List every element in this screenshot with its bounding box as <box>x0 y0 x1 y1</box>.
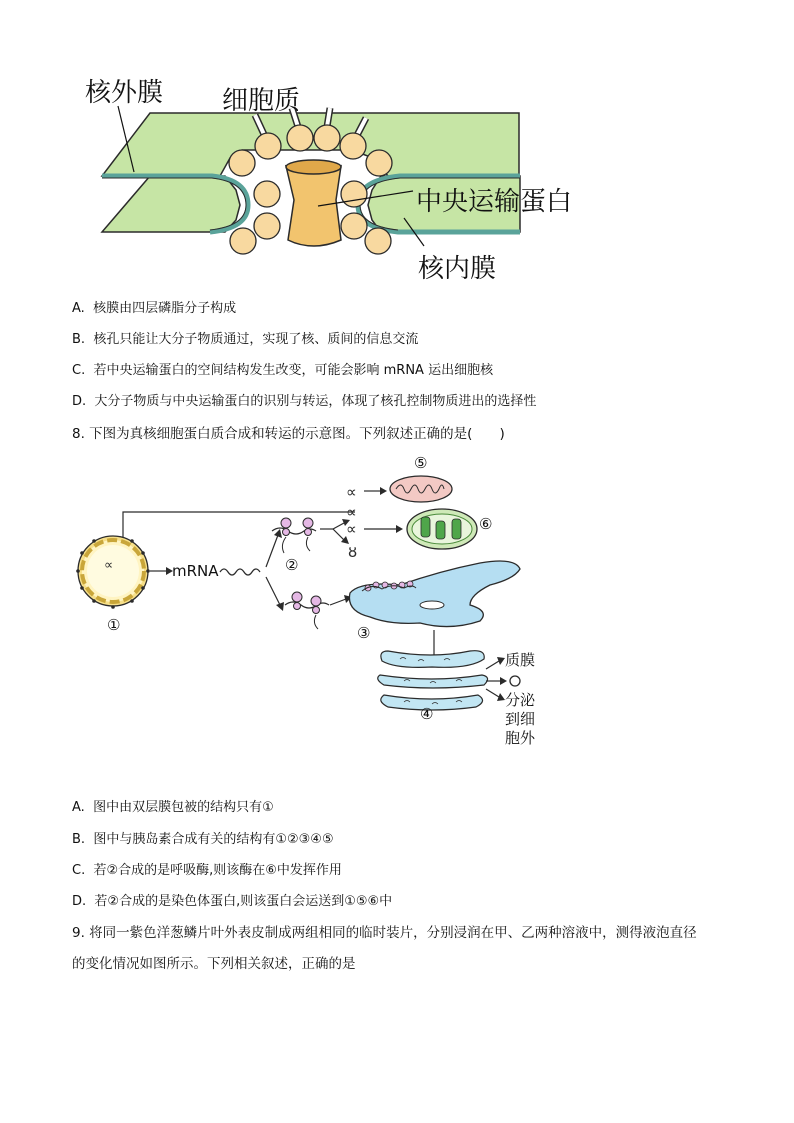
q9-stem-line1: 9. 将同一紫色洋葱鳞片叶外表皮制成两组相同的临时装片，分别浸润在甲、乙两种溶液中，测得液泡直径 <box>72 925 697 941</box>
q8-option-a <box>72 796 274 815</box>
q9-stem-line2: 的变化情况如图所示。下列相关叙述，正确的是 <box>72 956 356 972</box>
nuclear-pore-diagram <box>0 0 794 290</box>
option-text: 若②合成的是呼吸酶,则该酶在⑥中发挥作用 <box>93 863 342 878</box>
vesicle <box>510 676 520 686</box>
label-secrete-2: 到细 <box>505 710 536 728</box>
q7-option-c <box>72 359 493 378</box>
option-text: 若②合成的是染色体蛋白,则该蛋白会运送到①⑤⑥中 <box>94 894 393 909</box>
option-text: 若中央运输蛋白的空间结构发生改变，可能会影响 mRNA 运出细胞核 <box>93 363 494 378</box>
label-5: ⑤ <box>414 454 428 472</box>
free-ribosome-bottom <box>285 592 329 629</box>
svg-text:ȣ: ȣ <box>348 543 358 561</box>
q7-option-a <box>72 297 236 316</box>
q8-option-b <box>72 828 334 847</box>
nucleus <box>76 536 150 609</box>
chloroplast <box>407 509 477 549</box>
protein-synthesis-diagram <box>0 445 794 755</box>
option-letter: B. <box>72 332 86 347</box>
label-3: ③ <box>357 624 371 642</box>
option-letter: D. <box>72 394 87 409</box>
option-letter: C. <box>72 863 86 878</box>
option-text: 大分子物质与中央运输蛋白的识别与转运，体现了核孔控制物质进出的选择性 <box>94 394 537 409</box>
svg-text:∝: ∝ <box>346 483 357 501</box>
option-letter: D. <box>72 894 87 909</box>
cytoplasm-label: 细胞质 <box>222 86 301 116</box>
golgi-apparatus <box>378 651 488 710</box>
option-text: 图中与胰岛素合成有关的结构有①②③④⑤ <box>93 832 334 847</box>
central-transport-protein <box>286 166 341 246</box>
outer-membrane-label: 核外膜 <box>85 78 164 108</box>
q8-option-d <box>72 890 392 909</box>
svg-text:∝: ∝ <box>104 558 114 573</box>
q7-option-b <box>72 328 418 347</box>
mitochondrion <box>390 476 452 502</box>
svg-text:∝: ∝ <box>346 520 357 538</box>
option-letter: C. <box>72 363 86 378</box>
option-letter: A. <box>72 800 85 815</box>
inner-membrane-label: 核内膜 <box>418 254 497 284</box>
option-text: 核孔只能让大分子物质通过，实现了核、质间的信息交流 <box>93 332 419 347</box>
central-transport-protein-label: 中央运输蛋白 <box>416 187 573 217</box>
q7-option-d <box>72 390 536 409</box>
endoplasmic-reticulum <box>349 561 520 627</box>
label-membrane: 质膜 <box>505 651 536 669</box>
option-text: 核膜由四层磷脂分子构成 <box>93 301 237 316</box>
label-4: ④ <box>420 705 434 723</box>
option-letter: A. <box>72 301 85 316</box>
q8-option-c <box>72 859 342 878</box>
lower-plate <box>102 176 240 232</box>
label-1: ① <box>107 616 121 634</box>
label-mrna: mRNA <box>172 562 219 580</box>
q8-stem: 8. 下图为真核细胞蛋白质合成和转运的示意图。下列叙述正确的是( ) <box>72 426 505 442</box>
option-text: 图中由双层膜包被的结构只有① <box>93 800 274 815</box>
label-secrete-1: 分泌 <box>505 691 536 709</box>
svg-text:∝: ∝ <box>346 503 357 521</box>
option-letter: B. <box>72 832 86 847</box>
label-6: ⑥ <box>479 515 493 533</box>
label-2: ② <box>285 556 299 574</box>
label-secrete-3: 胞外 <box>505 729 536 747</box>
